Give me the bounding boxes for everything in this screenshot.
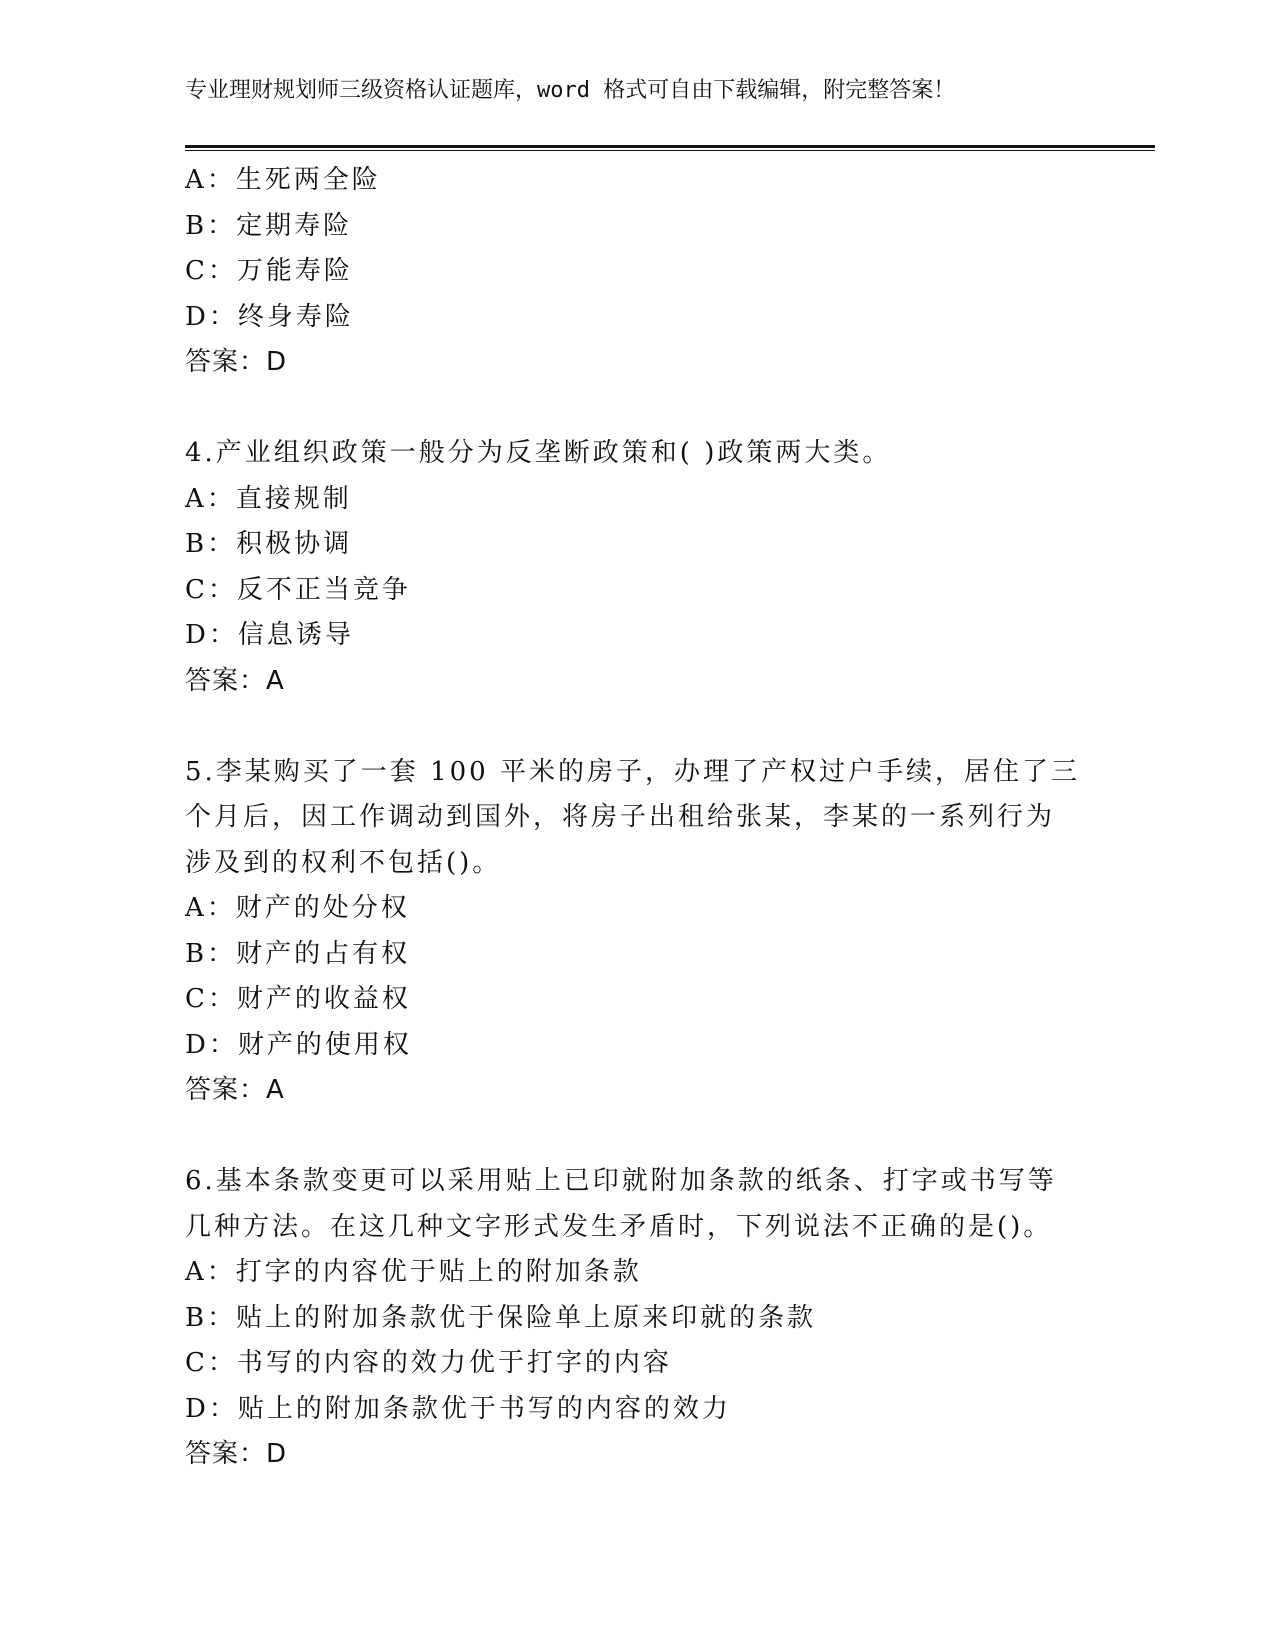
header-divider-thin — [185, 150, 1155, 151]
spacer — [185, 1114, 1065, 1160]
option-c: C：反不正当竞争 — [185, 574, 411, 605]
page-header: 专业理财规划师三级资格认证题库，word 格式可自由下载编辑，附完整答案！ — [185, 78, 956, 103]
option-d: D：贴上的附加条款优于书写的内容的效力 — [185, 1393, 731, 1424]
option-a: A：打字的内容优于贴上的附加条款 — [185, 1257, 642, 1287]
question-text-line: 4.产业组织政策一般分为反垄断政策和( )政策两大类。 — [185, 438, 892, 468]
header-divider-thick — [185, 145, 1155, 148]
spacer — [185, 386, 1065, 432]
question-3 — [185, 158, 1065, 386]
option-d: D：终身寿险 — [185, 301, 354, 332]
question-list — [185, 158, 1080, 1478]
answer: 答案：D — [185, 1439, 288, 1469]
option-b: B：定期寿险 — [185, 210, 353, 241]
answer: 答案：A — [185, 1075, 285, 1105]
option-b: B：积极协调 — [185, 529, 353, 559]
question-text-line: 6.基本条款变更可以采用贴上已印就附加条款的纸条、打字或书写等 — [185, 1166, 1057, 1196]
option-a: A：直接规制 — [185, 483, 352, 514]
option-a: A：财产的处分权 — [185, 893, 410, 923]
question-6 — [185, 1159, 1065, 1478]
option-d: D：财产的使用权 — [185, 1029, 412, 1060]
question-text-line: 5.李某购买了一套 100 平米的房子，办理了产权过户手续，居住了三 — [185, 756, 1080, 787]
option-c: C：书写的内容的效力优于打字的内容 — [185, 1348, 672, 1378]
question-text-line: 几种方法。在这几种文字形式发生矛盾时，下列说法不正确的是()。 — [185, 1211, 1053, 1242]
option-d: D：信息诱导 — [185, 620, 354, 650]
question-text-line: 涉及到的权利不包括()。 — [185, 847, 502, 878]
question-text — [185, 431, 1065, 477]
question-4 — [185, 431, 1065, 704]
header-divider — [185, 145, 1155, 151]
question-5 — [185, 750, 1080, 1114]
option-c: C：财产的收益权 — [185, 984, 411, 1014]
option-b: B：财产的占有权 — [185, 938, 411, 969]
answer: 答案：A — [185, 665, 285, 696]
option-a: A：生死两全险 — [185, 165, 381, 195]
question-text-line: 个月后，因工作调动到国外，将房子出租给张某，李某的一系列行为 — [185, 802, 1056, 832]
answer: 答案：D — [185, 347, 288, 377]
question-text — [185, 750, 1080, 887]
spacer — [185, 704, 1065, 750]
option-c: C：万能寿险 — [185, 256, 353, 286]
question-text — [185, 1159, 1065, 1250]
option-b: B：贴上的附加条款优于保险单上原来印就的条款 — [185, 1302, 817, 1333]
